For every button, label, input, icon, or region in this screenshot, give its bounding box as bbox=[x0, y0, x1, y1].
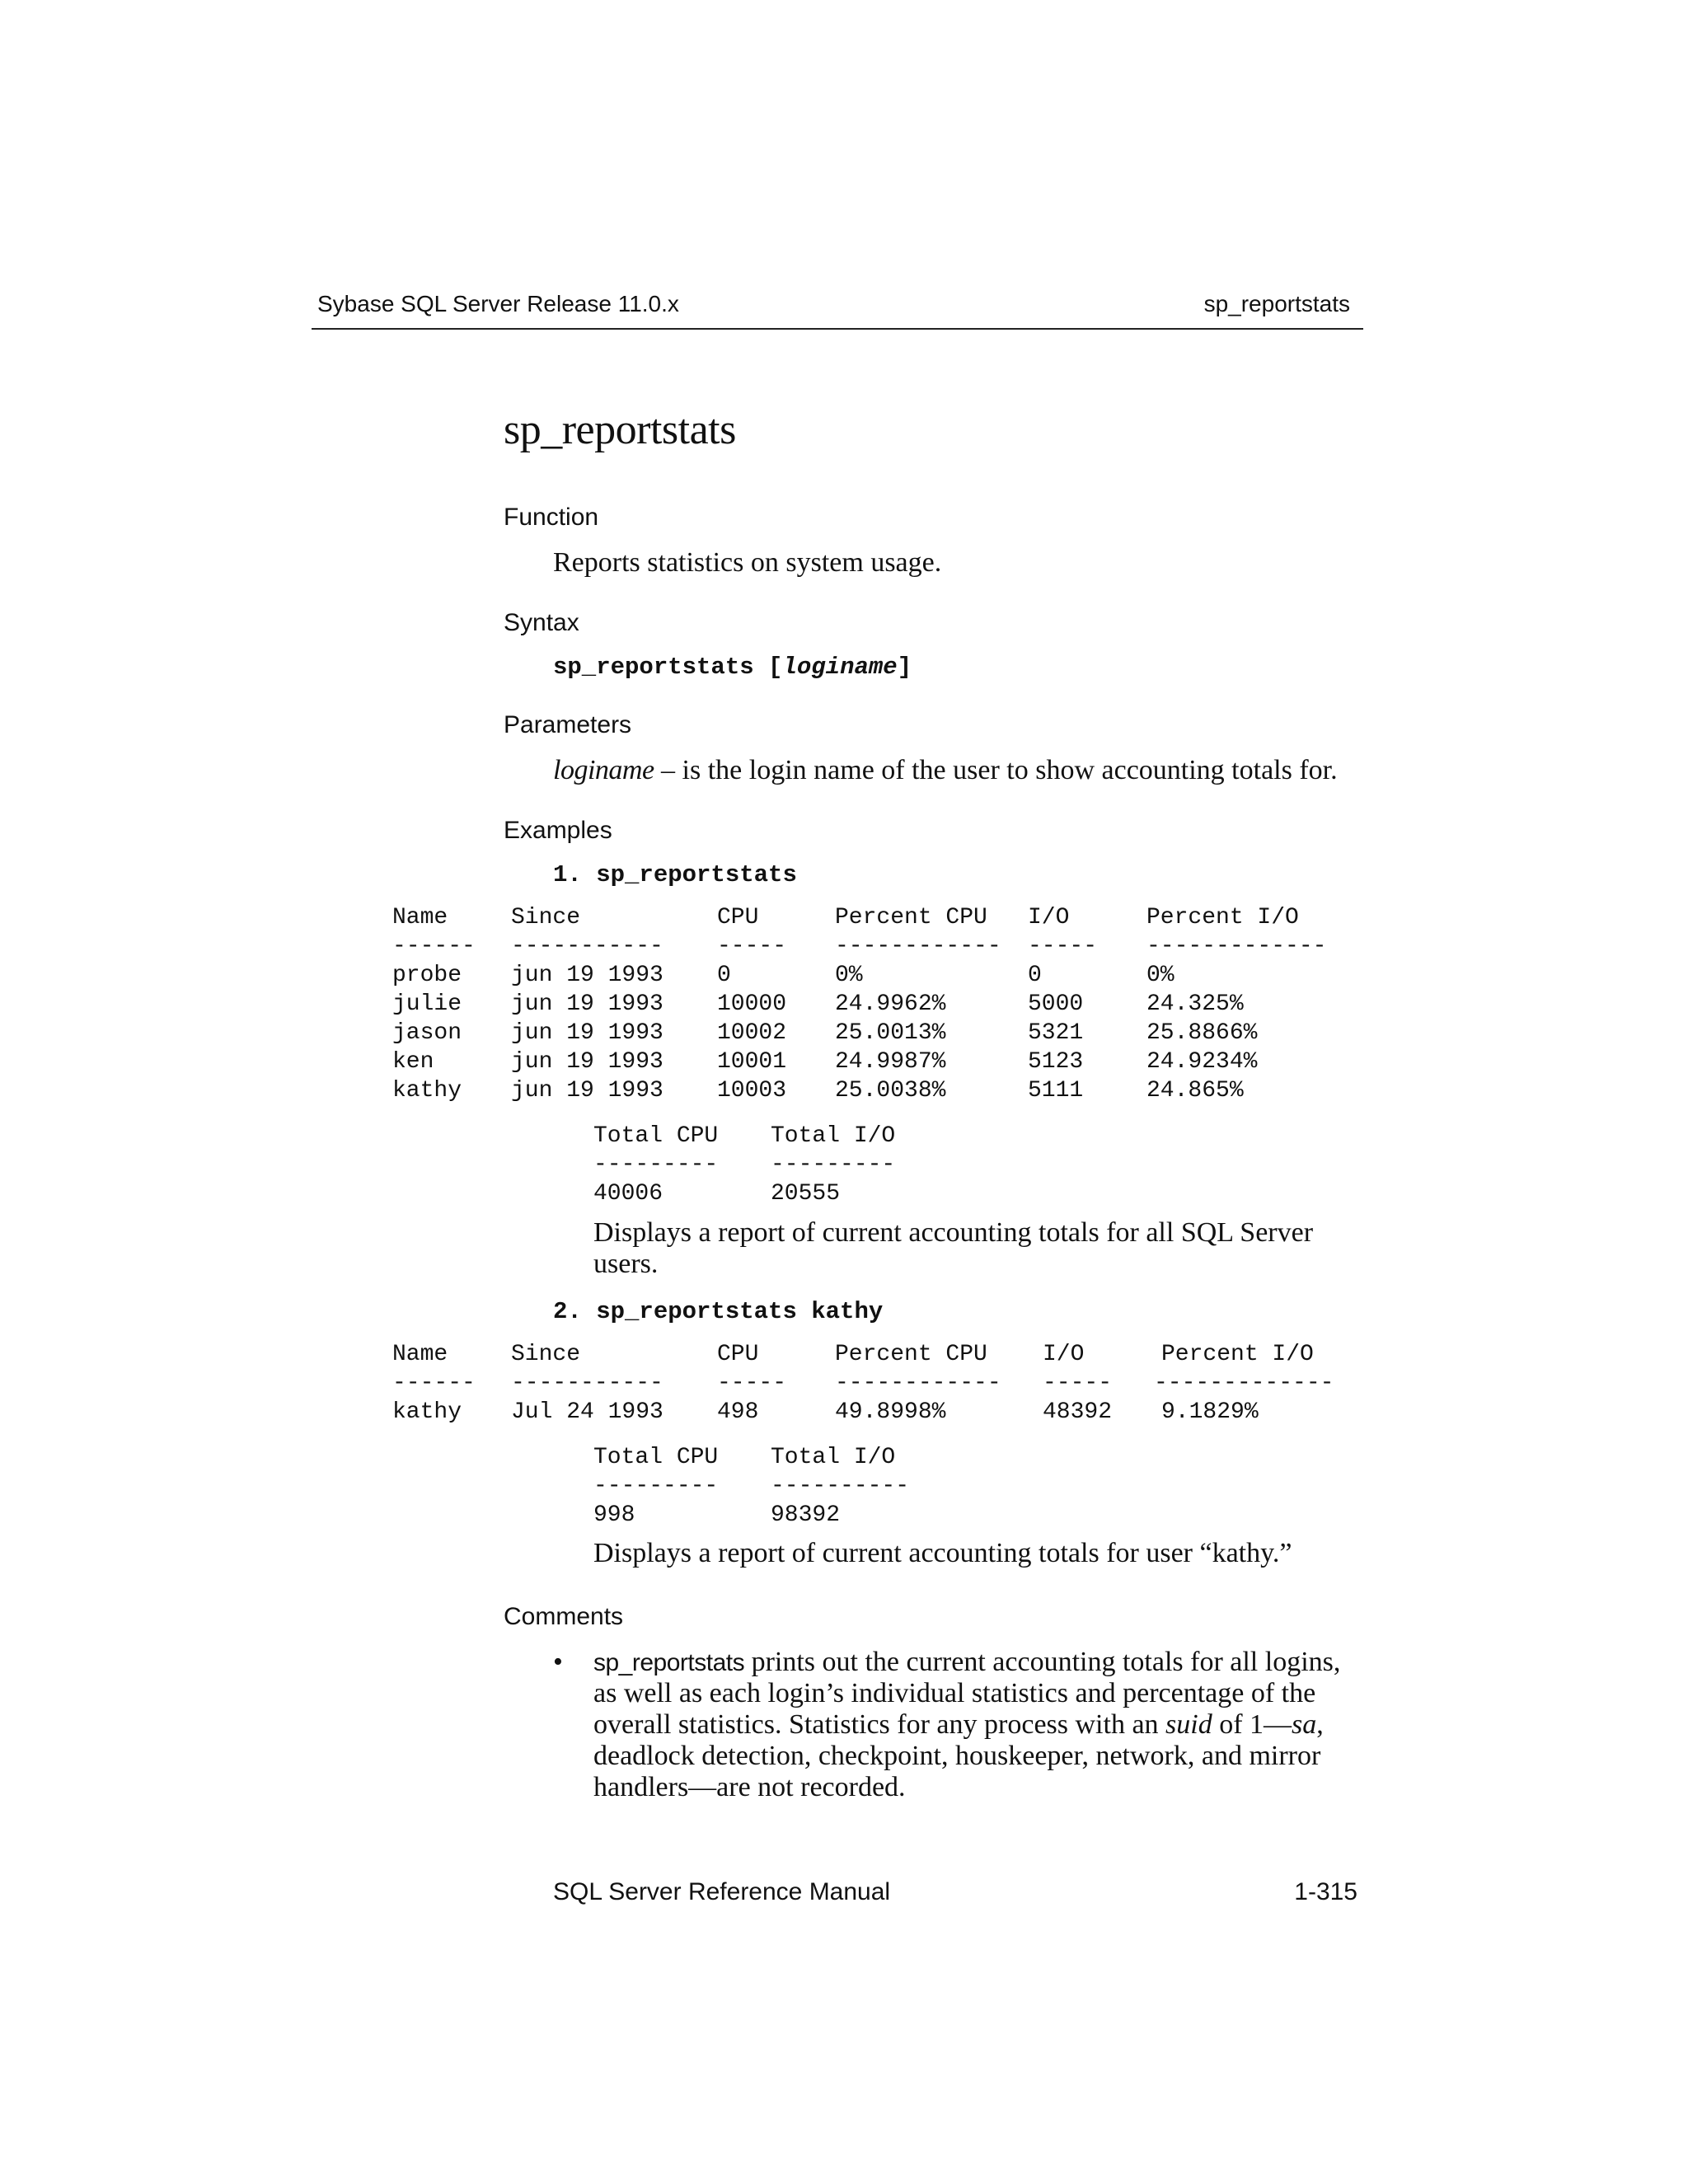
totals-header-cell: Total I/O bbox=[771, 1123, 896, 1149]
table-header-cell: I/O bbox=[1028, 905, 1070, 930]
totals-dash-cell: --------- bbox=[593, 1152, 719, 1178]
table-header-cell: Percent CPU bbox=[835, 1342, 987, 1367]
table-cell: jun 19 1993 bbox=[511, 991, 663, 1017]
table-dash-cell: ------------ bbox=[835, 1371, 1001, 1396]
example-1-description-line1: Displays a report of current accounting totals for all SQL Server bbox=[593, 1217, 1314, 1248]
table-cell: 24.9987% bbox=[835, 1049, 946, 1075]
table-header-cell: Since bbox=[511, 1342, 581, 1367]
table-header-cell: I/O bbox=[1043, 1342, 1085, 1367]
table-dash-cell: ------ bbox=[392, 934, 476, 959]
table-cell: 0% bbox=[1146, 963, 1175, 988]
totals-header-cell: Total CPU bbox=[593, 1445, 719, 1470]
function-text: Reports statistics on system usage. bbox=[553, 547, 942, 578]
table-cell: kathy bbox=[392, 1078, 462, 1104]
function-heading: Function bbox=[504, 504, 599, 531]
table-cell: 25.0038% bbox=[835, 1078, 946, 1104]
table-cell: 24.865% bbox=[1146, 1078, 1244, 1104]
comments-heading: Comments bbox=[504, 1603, 624, 1630]
table-cell: ken bbox=[392, 1049, 434, 1075]
totals-dash-cell: --------- bbox=[771, 1152, 896, 1178]
table-dash-cell: ------------- bbox=[1154, 1371, 1334, 1396]
bullet-icon: • bbox=[553, 1647, 563, 1677]
table-cell: kathy bbox=[392, 1399, 462, 1425]
table-cell: 5000 bbox=[1028, 991, 1084, 1017]
table-header-cell: Name bbox=[392, 905, 448, 930]
page-number: 1-315 bbox=[1294, 1878, 1357, 1905]
totals-dash-cell: --------- bbox=[593, 1474, 719, 1499]
comment-text: overall statistics. Statistics for any process with an bbox=[593, 1709, 1166, 1740]
table-cell: 24.9234% bbox=[1146, 1049, 1258, 1075]
table-cell: Jul 24 1993 bbox=[511, 1399, 663, 1425]
table-dash-cell: ------ bbox=[392, 1371, 476, 1396]
table-header-cell: Percent CPU bbox=[835, 905, 987, 930]
comment-line-2: as well as each login’s individual statistics and percentage of the bbox=[593, 1678, 1316, 1708]
examples-heading: Examples bbox=[504, 817, 612, 844]
table-cell: 0% bbox=[835, 963, 863, 988]
table-header-cell: Name bbox=[392, 1342, 448, 1367]
comment-suid: suid bbox=[1165, 1709, 1212, 1740]
comment-command: sp_reportstats bbox=[593, 1649, 745, 1676]
example-2-description: Displays a report of current accounting totals for user “kathy.” bbox=[593, 1538, 1292, 1568]
page-title: sp_reportstats bbox=[504, 406, 736, 453]
table-cell: 24.9962% bbox=[835, 991, 946, 1017]
table-cell: 25.0013% bbox=[835, 1020, 946, 1046]
totals-header-cell: Total I/O bbox=[771, 1445, 896, 1470]
table-cell: 9.1829% bbox=[1161, 1399, 1259, 1425]
comment-sa: sa bbox=[1292, 1709, 1317, 1740]
comment-line-5: handlers—are not recorded. bbox=[593, 1772, 906, 1802]
table-dash-cell: ----- bbox=[1043, 1371, 1113, 1396]
comment-line-1 bbox=[593, 1647, 1340, 1679]
table-dash-cell: ----------- bbox=[511, 1371, 663, 1396]
running-header-right: sp_reportstats bbox=[1203, 291, 1350, 316]
table-cell: 5123 bbox=[1028, 1049, 1084, 1075]
table-cell: jun 19 1993 bbox=[511, 1078, 663, 1104]
parameter-description: – is the login name of the user to show accounting totals for. bbox=[654, 755, 1338, 785]
table-cell: 10003 bbox=[717, 1078, 787, 1104]
table-dash-cell: ------------- bbox=[1146, 934, 1327, 959]
running-header-left: Sybase SQL Server Release 11.0.x bbox=[317, 291, 679, 316]
table-cell: 10001 bbox=[717, 1049, 787, 1075]
totals-header-cell: Total CPU bbox=[593, 1123, 719, 1149]
table-header-cell: Percent I/O bbox=[1161, 1342, 1314, 1367]
syntax-command: sp_reportstats [ bbox=[553, 654, 783, 681]
totals-value: 20555 bbox=[771, 1181, 841, 1207]
table-cell: 0 bbox=[1028, 963, 1042, 988]
running-footer-left: SQL Server Reference Manual bbox=[553, 1878, 891, 1905]
table-dash-cell: ----------- bbox=[511, 934, 663, 959]
table-header-cell: CPU bbox=[717, 905, 759, 930]
table-cell: 10000 bbox=[717, 991, 787, 1017]
table-cell: jun 19 1993 bbox=[511, 1020, 663, 1046]
table-cell: jun 19 1993 bbox=[511, 1049, 663, 1075]
parameter-loginame bbox=[553, 755, 1338, 786]
table-cell: 498 bbox=[717, 1399, 759, 1425]
parameters-heading: Parameters bbox=[504, 711, 632, 738]
totals-value: 998 bbox=[593, 1502, 635, 1528]
table-cell: 0 bbox=[717, 963, 731, 988]
table-header-cell: Since bbox=[511, 905, 581, 930]
comment-text: , bbox=[1316, 1709, 1324, 1740]
table-cell: 10002 bbox=[717, 1020, 787, 1046]
table-cell: 5321 bbox=[1028, 1020, 1084, 1046]
comment-line-4: deadlock detection, checkpoint, houskeeper, network, and mirror bbox=[593, 1741, 1321, 1771]
table-header-cell: CPU bbox=[717, 1342, 759, 1367]
table-dash-cell: ----- bbox=[717, 934, 787, 959]
table-cell: probe bbox=[392, 963, 462, 988]
header-rule bbox=[312, 328, 1363, 330]
totals-value: 40006 bbox=[593, 1181, 663, 1207]
example-2-label: 2. sp_reportstats kathy bbox=[553, 1298, 884, 1325]
table-dash-cell: ------------ bbox=[835, 934, 1001, 959]
example-1-description-line2: users. bbox=[593, 1249, 659, 1279]
syntax-param: loginame bbox=[782, 654, 898, 681]
table-dash-cell: ----- bbox=[717, 1371, 787, 1396]
example-1-label: 1. sp_reportstats bbox=[553, 861, 797, 888]
table-dash-cell: ----- bbox=[1028, 934, 1098, 959]
parameter-name: loginame bbox=[553, 755, 654, 785]
comment-text: prints out the current accounting totals for all logins, bbox=[744, 1647, 1341, 1677]
table-cell: julie bbox=[392, 991, 462, 1017]
table-cell: 24.325% bbox=[1146, 991, 1244, 1017]
table-cell: jun 19 1993 bbox=[511, 963, 663, 988]
comment-text: of 1— bbox=[1212, 1709, 1292, 1740]
syntax-line bbox=[553, 653, 912, 682]
totals-value: 98392 bbox=[771, 1502, 841, 1528]
table-header-cell: Percent I/O bbox=[1146, 905, 1299, 930]
table-cell: jason bbox=[392, 1020, 462, 1046]
syntax-heading: Syntax bbox=[504, 609, 579, 636]
table-cell: 5111 bbox=[1028, 1078, 1084, 1104]
table-cell: 48392 bbox=[1043, 1399, 1113, 1425]
syntax-close: ] bbox=[897, 654, 912, 681]
table-cell: 25.8866% bbox=[1146, 1020, 1258, 1046]
table-cell: 49.8998% bbox=[835, 1399, 946, 1425]
comment-line-3 bbox=[593, 1709, 1324, 1741]
totals-dash-cell: ---------- bbox=[771, 1474, 910, 1499]
